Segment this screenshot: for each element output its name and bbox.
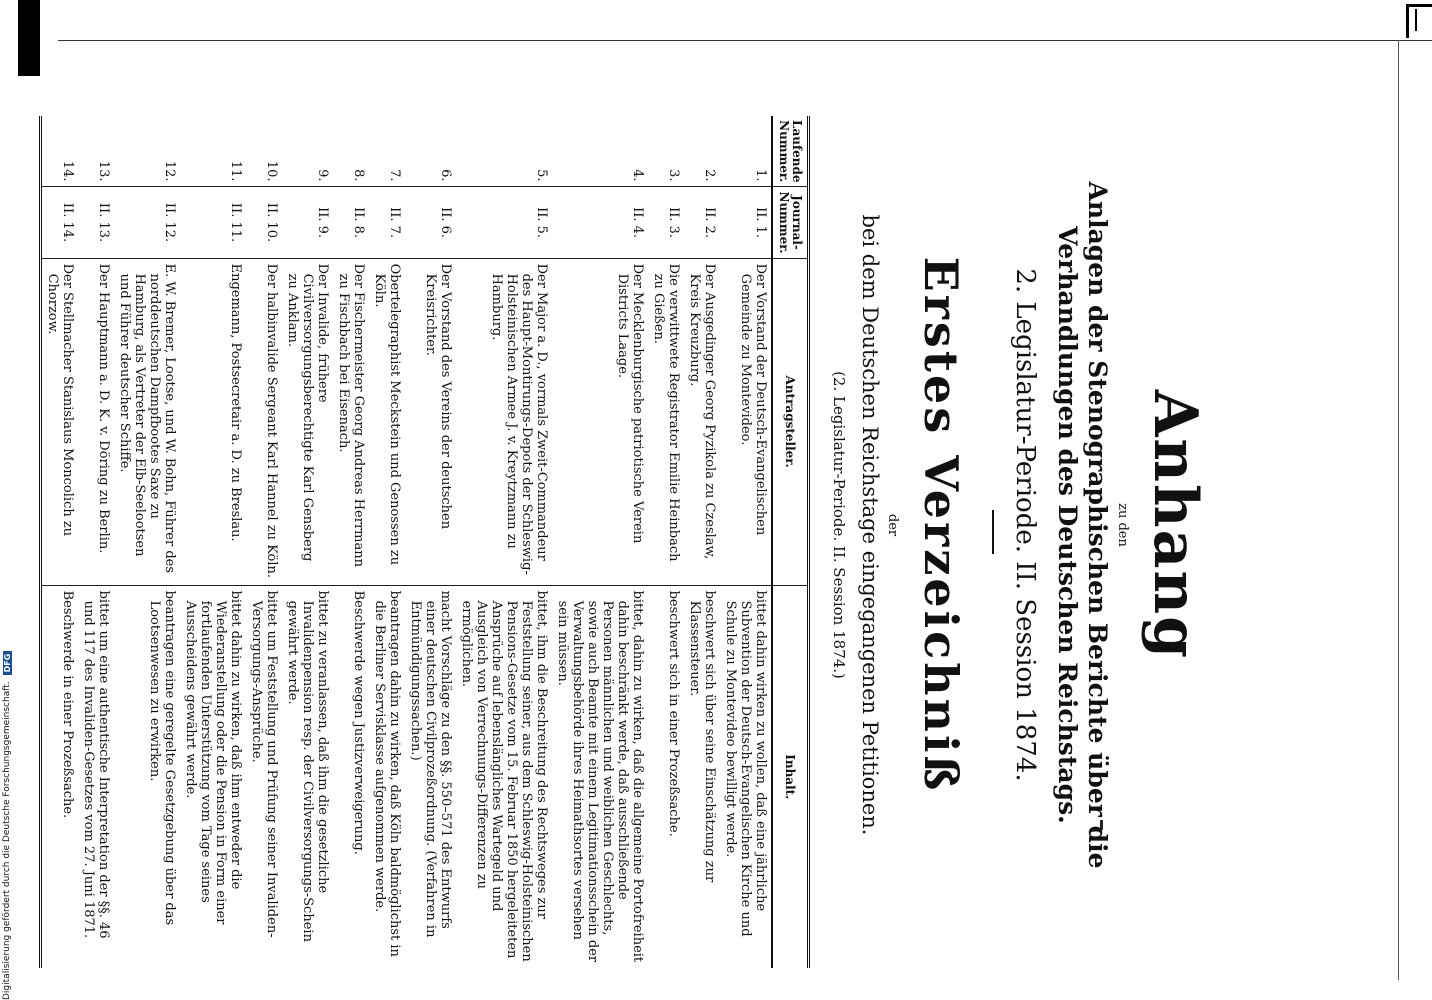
session-subline: (2. Legislatur-Periode. II. Session 1874.) — [830, 371, 848, 679]
document-title: Anhang — [1140, 389, 1210, 661]
laufende-nummer-cell: 4. — [630, 169, 645, 182]
digitization-note: Digitalisierung gefördert durch die Deutsche Forschungsgemeinschaft. — [2, 681, 12, 1000]
inhalt-cell: bittet dahin wirken zu wollen, daß eine jährliche Subvention der Deutsch-Evangelischen Kirche und Schule zu Montevideo bewilligt werde. — [720, 585, 772, 968]
laufende-nummer-cell: 13. — [96, 160, 111, 182]
antragsteller-cell: Der halbinvalide Sergeant Karl Hannel zu Köln. — [246, 258, 282, 585]
antragsteller-cell: Der Stellmacher Stanislaus Moncolich zu Chorzow. — [41, 258, 79, 585]
table-row — [369, 116, 405, 968]
laufende-nummer-cell: 10. — [264, 160, 279, 182]
inhalt-cell: Beschwerde wegen Justizverweigerung. — [333, 585, 369, 968]
journal-nummer-cell: II. 11. — [180, 187, 246, 258]
table-row — [333, 116, 369, 968]
inhalt-cell: bittet dahin zu wirken, daß ihm entweder die Wiederanstellung oder die Pension in Form einer fortlaufenden Unterstützung vom Tage seines Ausscheidens gewährt werde. — [180, 585, 246, 968]
session-line: 2. Legislatur-Periode. II. Session 1874. — [1010, 268, 1040, 782]
table-row — [720, 116, 772, 968]
laufende-nummer-cell: 8. — [351, 169, 366, 182]
inhalt-cell: macht Vorschläge zu den §§. 550–571 des Entwurfs einer deutschen Civilprozeßordnung. (Verfahren in Entmündigungssachen.) — [405, 585, 456, 968]
connector-text: der — [885, 513, 900, 537]
antragsteller-cell: Engemann, Postsecretair a. D. zu Breslau. — [180, 258, 246, 585]
connector-text: zu den — [1115, 503, 1130, 547]
journal-nummer-cell: II. 6. — [405, 187, 456, 258]
table-row — [648, 116, 684, 968]
table-row — [114, 116, 180, 968]
header-journal-nummer: Journal-Nummer. — [772, 187, 809, 258]
laufende-nummer-cell: 3. — [666, 169, 681, 182]
antragsteller-cell: Der Major a. D., vormals Zweit-Commandeur des Haupt-Montirungs-Depots der Schleswig-Holsteinischen Armee J. v. Kreytzmann zu Hamburg. — [456, 258, 552, 585]
header-inhalt: Inhalt. — [772, 585, 809, 968]
dfg-logo-badge: DFG — [3, 651, 12, 676]
journal-nummer-cell: II. 8. — [333, 187, 369, 258]
table-row — [684, 116, 720, 968]
petitions-table-body — [41, 116, 773, 968]
table-row — [180, 116, 246, 968]
journal-nummer-cell: II. 13. — [78, 187, 114, 258]
table-row — [246, 116, 282, 968]
laufende-nummer-cell: 1. — [753, 169, 768, 182]
table-row — [282, 116, 333, 968]
inhalt-cell: bittet, dahin zu wirken, daß die allgemeine Portofreiheit dahin beschränkt werde, daß ausschließende Personen männlichen und weiblichen Geschlechts, sowie auch Beamte mit einem Legitimationsschein der Verwaltungsbehörde ihres Heimathsortes versehen sein müssen. — [552, 585, 648, 968]
table-header-row — [772, 116, 809, 968]
journal-nummer-cell: II. 7. — [369, 187, 405, 258]
laufende-nummer-cell: 9. — [315, 169, 330, 182]
header-antragsteller: Antragsteller. — [772, 258, 809, 585]
antragsteller-cell: Der Invalide, frühere Civilversorgungsberechtigte Karl Gensberg zu Anklam. — [282, 258, 333, 585]
petitions-table — [39, 116, 810, 968]
table-row — [78, 116, 114, 968]
antragsteller-cell: Der Ausgedinger Georg Pyzikola zu Czeslaw, Kreis Kreuzburg. — [684, 258, 720, 585]
journal-nummer-cell: II. 10. — [246, 187, 282, 258]
table-row — [456, 116, 552, 968]
verzeichnis-title: Erstes Verzeichniß — [914, 256, 968, 794]
antragsteller-cell: Der Fischermeister Georg Andreas Herrmann zu Fischbach bei Eisenach. — [333, 258, 369, 585]
anlagen-title: Anlagen der Stenographischen Berichte über die Verhandlungen des Deutschen Reichstags. — [1053, 181, 1112, 869]
table-row — [405, 116, 456, 968]
scan-border-mark — [18, 0, 40, 76]
laufende-nummer-cell: 2. — [702, 169, 717, 182]
inhalt-cell: bittet, ihm die Beschreitung des Rechtsweges zur Feststellung seiner, aus dem Schleswig-Holsteinischen Pensions-Gesetze vom 15. Februar 1850 hergeleiteten Ansprüche auf lebenslängliches Wartegeld und Ausgleich von Verrechnungs-Differenzen zu ermöglichen. — [456, 585, 552, 968]
journal-nummer-cell: II. 5. — [456, 187, 552, 258]
antragsteller-cell: Der Vorstand der Deutsch-Evangelischen Gemeinde zu Montevideo. — [720, 258, 772, 585]
header-laufende-nummer: Laufende Nummer. — [772, 116, 809, 187]
inhalt-cell: bittet um Feststellung und Prüfung seiner Invaliden-Versorgungs-Ansprüche. — [246, 585, 282, 968]
scan-edge-line — [1398, 40, 1399, 980]
rotated-document-page — [45, 60, 1230, 990]
laufende-nummer-cell: 7. — [387, 169, 402, 182]
journal-nummer-cell: II. 3. — [648, 187, 684, 258]
journal-nummer-cell: II. 9. — [282, 187, 333, 258]
inhalt-cell: beantragen dahin zu wirken, daß Köln baldmöglichst in die Berliner Servisklasse aufgenommen werde. — [369, 585, 405, 968]
journal-nummer-cell: II. 12. — [114, 187, 180, 258]
journal-nummer-cell: II. 4. — [552, 187, 648, 258]
journal-nummer-cell: II. 14. — [41, 187, 79, 258]
antragsteller-cell: Der Mecklenburgische patriotische Verein Districts Laage. — [552, 258, 648, 585]
antragsteller-cell: Obertelegraphist Meckstein und Genossen zu Köln. — [369, 258, 405, 585]
table-row — [552, 116, 648, 968]
laufende-nummer-cell: 14. — [41, 116, 79, 187]
inhalt-cell: beantragen eine geregelte Gesetzgebung über das Lootsenwesen zu erwirken. — [114, 585, 180, 968]
inhalt-cell: beschwert sich in einer Prozeßsache. — [648, 585, 684, 968]
scan-edge-line — [58, 40, 1432, 41]
journal-nummer-cell: II. 1. — [720, 187, 772, 258]
laufende-nummer-cell: 5. — [534, 169, 549, 182]
petitions-subtitle: bei dem Deutschen Reichstage eingegangenen Petitionen. — [858, 214, 882, 836]
table-row — [41, 116, 79, 968]
journal-nummer-cell: II. 2. — [684, 187, 720, 258]
antragsteller-cell: Der Hauptmann a. D. K. v. Döring zu Berlin. — [78, 258, 114, 585]
antragsteller-cell: Der Vorstand des Vereins der deutschen Kreisrichter. — [405, 258, 456, 585]
laufende-nummer-cell: 12. — [162, 160, 177, 182]
digitization-footer — [0, 604, 14, 1000]
separator-rule — [992, 510, 994, 554]
inhalt-cell: bittet zu veranlassen, daß ihm die gesetzliche Invalidenpension resp. der Civilversorgungs-Schein gewährt werde. — [282, 585, 333, 968]
laufende-nummer-cell: 11. — [228, 160, 243, 182]
inhalt-cell: Beschwerde in einer Prozeßsache. — [41, 585, 79, 968]
antragsteller-cell: Die verwittwete Registrator Emilie Heinbach zu Gießen. — [648, 258, 684, 585]
antragsteller-cell: E. W. Bremer, Lootse, und W. Bohn, Führer des norddeutschen Dampfbootes Saxe zu Hamburg, als Vertreter der Elb-Seelootsen und Führer deutscher Schiffe. — [114, 258, 180, 585]
laufende-nummer-cell: 6. — [438, 169, 453, 182]
scan-corner-mark — [1406, 4, 1432, 38]
inhalt-cell: bittet um eine authentische Interpretation der §§. 46 und 117 des Invaliden-Gesetzes vom 27. Juni 1871. — [78, 585, 114, 968]
inhalt-cell: beschwert sich über seine Einschätzung zur Klassensteuer. — [684, 585, 720, 968]
